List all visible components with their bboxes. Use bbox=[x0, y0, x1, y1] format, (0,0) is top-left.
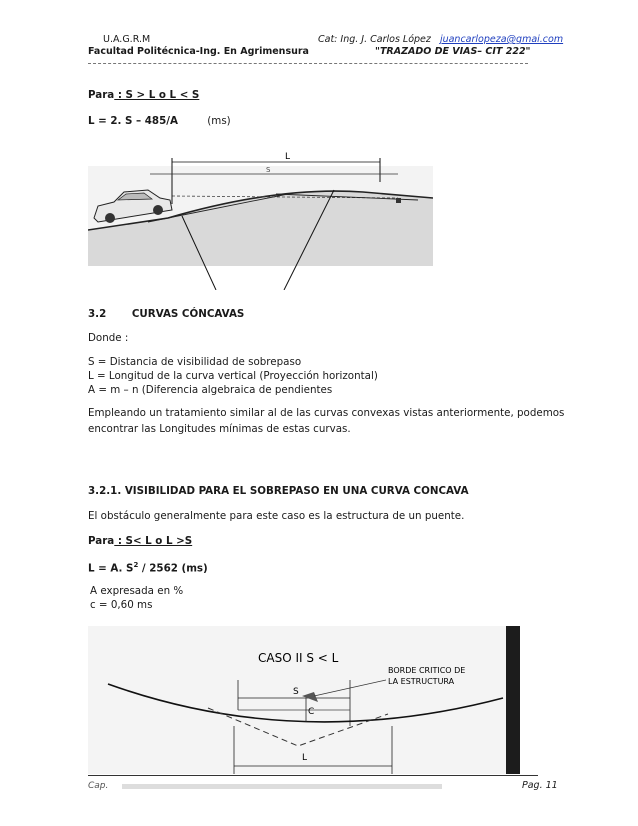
paragraph-line-2: encontrar las Longitudes mínimas de estas curvas. bbox=[88, 423, 351, 435]
case-prefix: Para bbox=[88, 535, 115, 547]
footer-chapter: Cap. bbox=[88, 781, 109, 791]
case-cond: : S > L o L < S bbox=[114, 89, 200, 101]
formula-1-unit: (ms) bbox=[207, 115, 231, 127]
section-number: 3.2 bbox=[88, 308, 107, 320]
case-prefix: Para bbox=[88, 89, 115, 101]
case-condition-2 bbox=[88, 534, 192, 548]
footer-page-number: Pag. 11 bbox=[522, 780, 558, 791]
section-3-2-1-heading: 3.2.1. VISIBILIDAD PARA EL SOBREPASO EN UNA CURVA CONCAVA bbox=[88, 485, 469, 497]
header-institution: U.A.G.R.M bbox=[103, 34, 151, 45]
header-email-link[interactable]: juancarlopeza@gmai.com bbox=[439, 34, 564, 45]
figure2-label-L: L bbox=[302, 753, 308, 763]
header-course: "TRAZADO DE VIAS– CIT 222" bbox=[375, 46, 531, 57]
formula-2 bbox=[88, 558, 208, 575]
convex-curve-figure bbox=[88, 152, 433, 290]
formula-2-post: / 2562 (ms) bbox=[138, 562, 208, 575]
formula-1 bbox=[88, 114, 231, 128]
section-3-2-heading bbox=[88, 307, 244, 321]
note-a: A expresada en % bbox=[90, 585, 184, 597]
case-cond: : S< L o L >S bbox=[114, 535, 193, 547]
figure2-label-S: S bbox=[293, 687, 299, 697]
figure2-label-borde-2: LA ESTRUCTURA bbox=[388, 677, 455, 686]
header-author: Cat: Ing. J. Carlos López bbox=[318, 34, 431, 45]
figure1-label-S: S bbox=[266, 166, 271, 174]
figure2-label-C: C bbox=[308, 707, 315, 717]
formula-2-exponent: 2 bbox=[133, 561, 139, 569]
concave-curve-figure bbox=[88, 626, 520, 774]
obstacle-text: El obstáculo generalmente para este caso es la estructura de un puente. bbox=[88, 510, 465, 522]
obstacle-marker bbox=[396, 198, 401, 203]
figure2-label-borde-1: BORDE CRITICO DE bbox=[388, 666, 466, 675]
footer-blurred-text bbox=[122, 784, 442, 789]
footer-divider bbox=[88, 775, 538, 776]
header-divider bbox=[88, 63, 528, 64]
definition-a: A = m – n (Diferencia algebraica de pendientes bbox=[88, 384, 333, 396]
case-condition-1 bbox=[88, 88, 199, 102]
formula-1-expr: L = 2. S – 485/A bbox=[88, 115, 178, 127]
formula-2-pre: L = A. S bbox=[88, 562, 134, 575]
section-title: CURVAS CÓNCAVAS bbox=[131, 308, 245, 320]
paragraph-line-1: Empleando un tratamiento similar al de las curvas convexas vistas anteriormente, podemos bbox=[88, 407, 565, 419]
donde-label: Donde : bbox=[88, 332, 129, 344]
figure1-label-L: L bbox=[285, 152, 291, 162]
definition-l: L = Longitud de la curva vertical (Proyección horizontal) bbox=[88, 370, 378, 382]
figure2-title: CASO II S < L bbox=[258, 651, 339, 665]
header-faculty: Facultad Politécnica-Ing. En Agrimensura bbox=[88, 46, 309, 57]
note-c: c = 0,60 ms bbox=[90, 599, 153, 611]
header-author-line bbox=[318, 34, 563, 46]
definition-s: S = Distancia de visibilidad de sobrepaso bbox=[88, 356, 302, 368]
